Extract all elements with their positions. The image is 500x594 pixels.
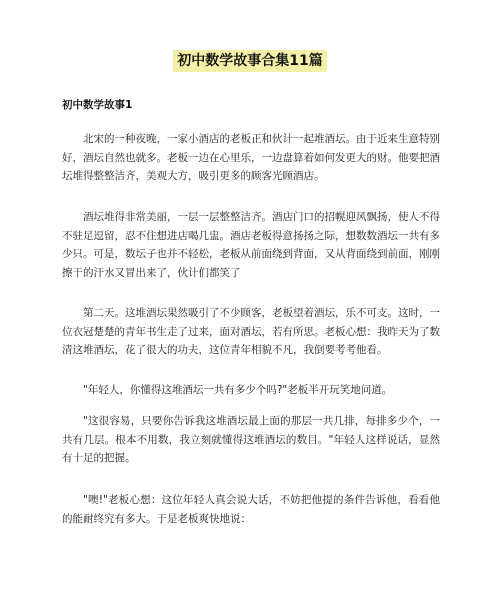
title-wrapper <box>0 50 500 72</box>
paragraph-6: "噢!"老板心想：这位年轻人真会说大话，不妨把他提的条件告诉他，看看他的能耐终究有多大。于是老板爽快地说： <box>62 494 440 525</box>
paragraph-4: "年轻人，你懂得这堆酒坛一共有多少个吗?"老板半开玩笑地问道。 <box>83 384 393 396</box>
paragraph-3: 第二天。这堆酒坛果然吸引了不少顾客，老板望着酒坛，乐不可支。这时，一位衣冠楚楚的青年书生走了过来，面对酒坛，若有所思。老板心想：我昨天为了数清这堆酒坛，花了很大的功夫，这位青年相貌不凡，我倒要考考他看。 <box>62 307 440 356</box>
paragraph-2: 酒坛堆得非常美丽，一层一层整整洁齐。酒店门口的招幌迎风飘扬，使人不得不驻足逗留，忍不住想进店喝几盅。酒店老板得意扬扬之际，想数数酒坛一共有多少只。可是，数坛子也并不轻松，老板从前面绕到背面，又从背面绕到前面，刚刚擦干的汗水又冒出来了，伙计们都笑了 <box>62 211 440 279</box>
document-title: 初中数学故事合集11篇 <box>173 50 326 72</box>
paragraph-5: "这很容易，只要你告诉我这堆酒坛最上面的那层一共几排，每排多少个，一共有几层。根本不用数，我立刻就懂得这堆酒坛的数目。"年轻人这样说话，显然有十足的把握。 <box>62 415 440 464</box>
section-heading: 初中数学故事1 <box>62 99 133 111</box>
paragraph-1: 北宋的一种夜晚，一家小酒店的老板正和伙计一起堆酒坛。由于近来生意特别好，酒坛自然也就多。老板一边在心里乐，一边盘算着如何发更大的财。他要把酒坛堆得整整洁齐，美观大方，吸引更多的顾客光顾酒店。 <box>62 133 440 182</box>
